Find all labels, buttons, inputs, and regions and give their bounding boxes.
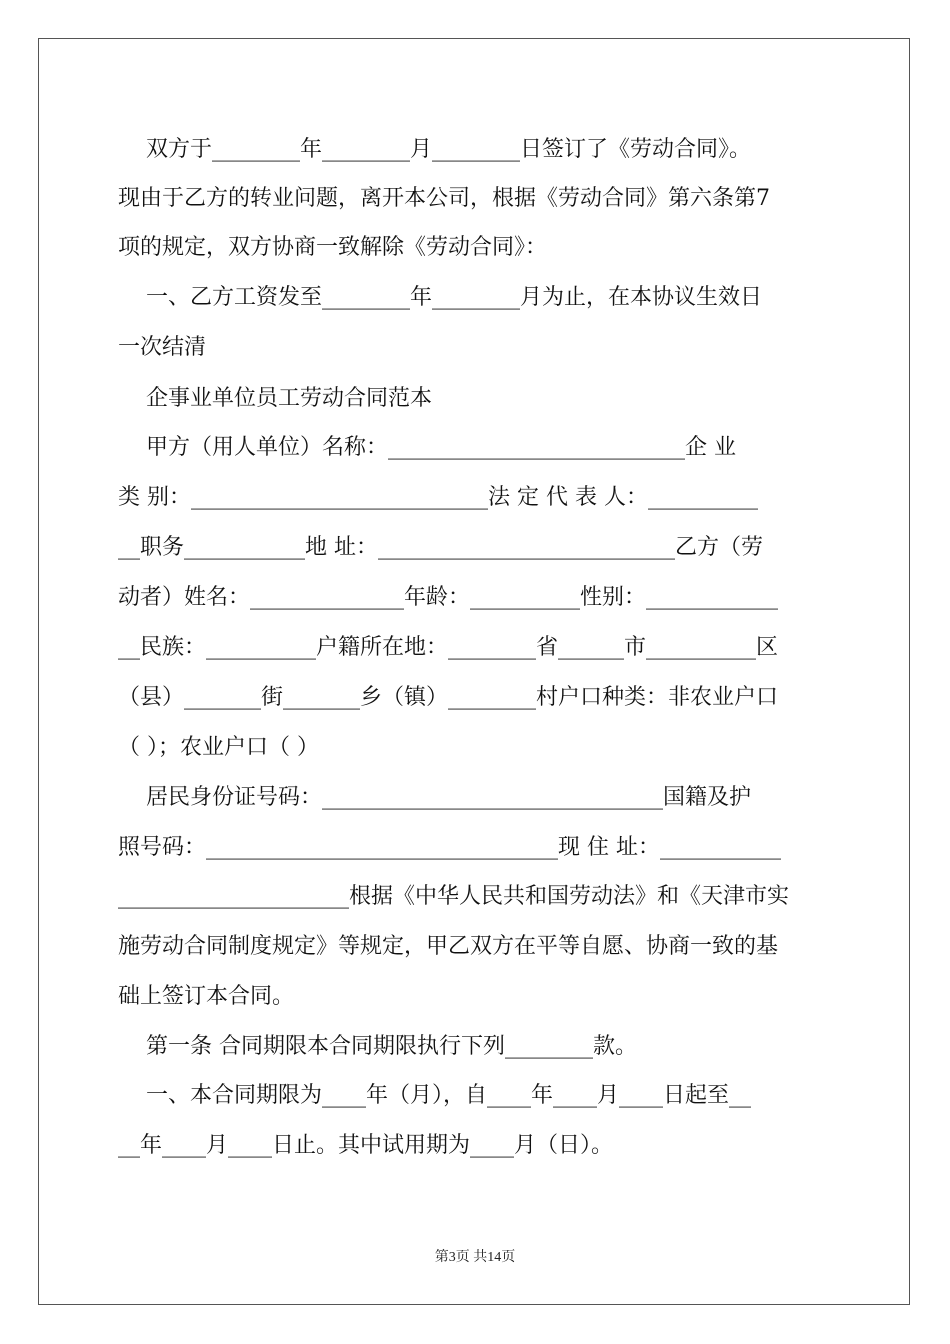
text-line: 甲方（用人单位）名称：___________________________企 业 xyxy=(118,435,736,460)
text-line: 第一条 合同期限本合同期限执行下列________款。 xyxy=(118,1034,637,1059)
text-line: 项的规定，双方协商一致解除《劳动合同》： xyxy=(118,235,548,260)
text-line: 居民身份证号码：_______________________________国籍及护 xyxy=(118,785,751,810)
text-line: __民族：__________户籍所在地：________省______市__________区 xyxy=(118,635,779,660)
page-border xyxy=(38,38,910,1305)
text-line: 础上签订本合同。 xyxy=(118,984,295,1009)
text-line: _____________________根据《中华人民共和国劳动法》和《天津市实 xyxy=(118,884,790,909)
text-line: （ ）；农业户口（ ） xyxy=(118,735,319,760)
text-line: 照号码：________________________________现 住 址：___________ xyxy=(118,835,781,860)
page-number-footer: 第3页 共14页 xyxy=(434,1250,516,1265)
text-line: 类 别：___________________________法 定 代 表 人：__________ xyxy=(118,485,758,510)
text-line: 现由于乙方的转业问题，离开本公司，根据《劳动合同》第六条第7 xyxy=(118,186,770,211)
text-line: 一、本合同期限为____年（月），自____年____月____日起至__ xyxy=(118,1083,751,1108)
text-line: __年____月____日止。其中试用期为____月（日）。 xyxy=(118,1133,614,1158)
text-line: __职务___________地 址：___________________________乙方（劳 xyxy=(118,535,763,560)
text-line: 施劳动合同制度规定》等规定，甲乙双方在平等自愿、协商一致的基 xyxy=(118,934,779,959)
text-line: 一、乙方工资发至________年________月为止，在本协议生效日 xyxy=(118,285,762,310)
text-line: 企事业单位员工劳动合同范本 xyxy=(118,386,432,411)
text-line: 一次结清 xyxy=(118,335,207,360)
text-line: 动者）姓名：______________年龄：__________性别：____________ xyxy=(118,585,779,610)
text-line: （县）_______街_______乡（镇）________村户口种类：非农业户口 xyxy=(118,685,779,710)
text-line: 双方于________年________月________日签订了《劳动合同》。 xyxy=(118,137,751,162)
